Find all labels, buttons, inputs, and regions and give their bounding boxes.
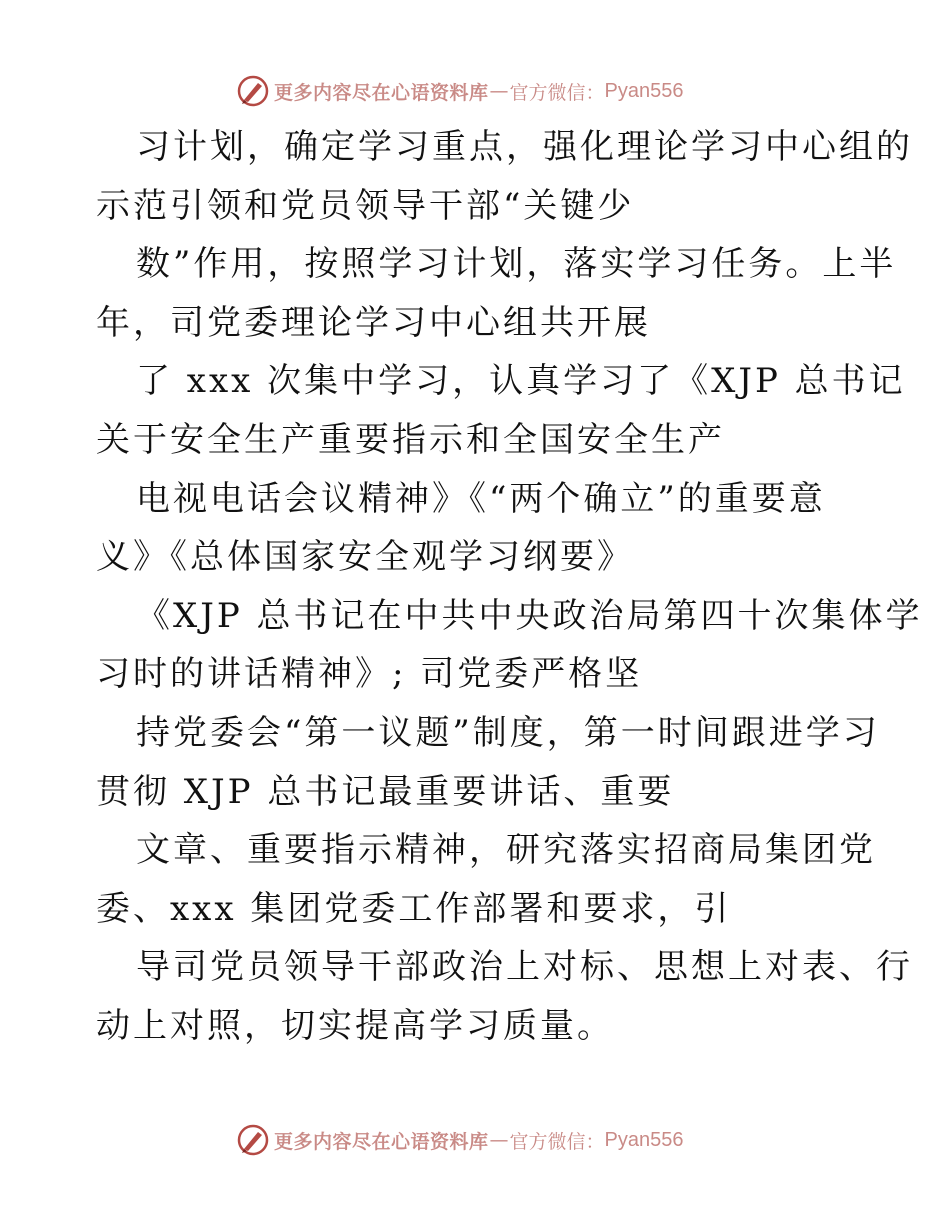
text-line: 示范引领和党员领导干部“关键少 [96,185,635,226]
header-watermark [236,71,684,111]
watermark-official: 官方微信： [509,81,605,104]
text-line: 习时的讲话精神》; 司党委严格坚 [96,654,643,695]
text-line: 文章、重要指示精神，研究落实招商局集团党 [136,830,876,871]
text-line: 义》《总体国家安全观学习纲要》 [96,537,634,578]
watermark-dash: — [489,80,509,102]
text-line: 数”作用，按照学习计划，落实学习任务。上半 [136,244,897,285]
text-line: 年，司党委理论学习中心组共开展 [96,302,651,343]
text-line: 电视电话会议精神》《“两个确立”的重要意 [136,478,826,519]
watermark-official: 官方微信： [509,1130,605,1153]
text-line: 动上对照，切实提高学习质量。 [96,1005,614,1046]
watermark-id: Pyan556 [604,1128,684,1151]
text-line: 了 xxx 次集中学习，认真学习了《XJP 总书记 [136,361,906,402]
document-body [96,118,923,1056]
watermark-text: 更多内容尽在心语资料库 [274,1130,489,1153]
footer-watermark [236,1120,684,1160]
watermark-id: Pyan556 [604,79,684,102]
text-line: 习计划，确定学习重点，强化理论学习中心组的 [136,127,913,167]
text-line: 《XJP 总书记在中共中央政治局第四十次集体学 [136,595,923,636]
red-pen-circle-logo-icon [236,1123,270,1157]
watermark-text: 更多内容尽在心语资料库 [274,81,489,104]
red-pen-circle-logo-icon [236,74,270,108]
text-line: 导司党员领导干部政治上对标、思想上对表、行 [136,947,913,988]
text-line: 贯彻 XJP 总书记最重要讲话、重要 [96,771,675,812]
text-line: 持党委会“第一议题”制度，第一时间跟进学习 [136,712,880,753]
watermark-dash: — [489,1129,509,1151]
text-line: 关于安全生产重要指示和全国安全生产 [96,419,725,460]
text-line: 委、xxx 集团党委工作部署和要求，引 [96,888,732,929]
